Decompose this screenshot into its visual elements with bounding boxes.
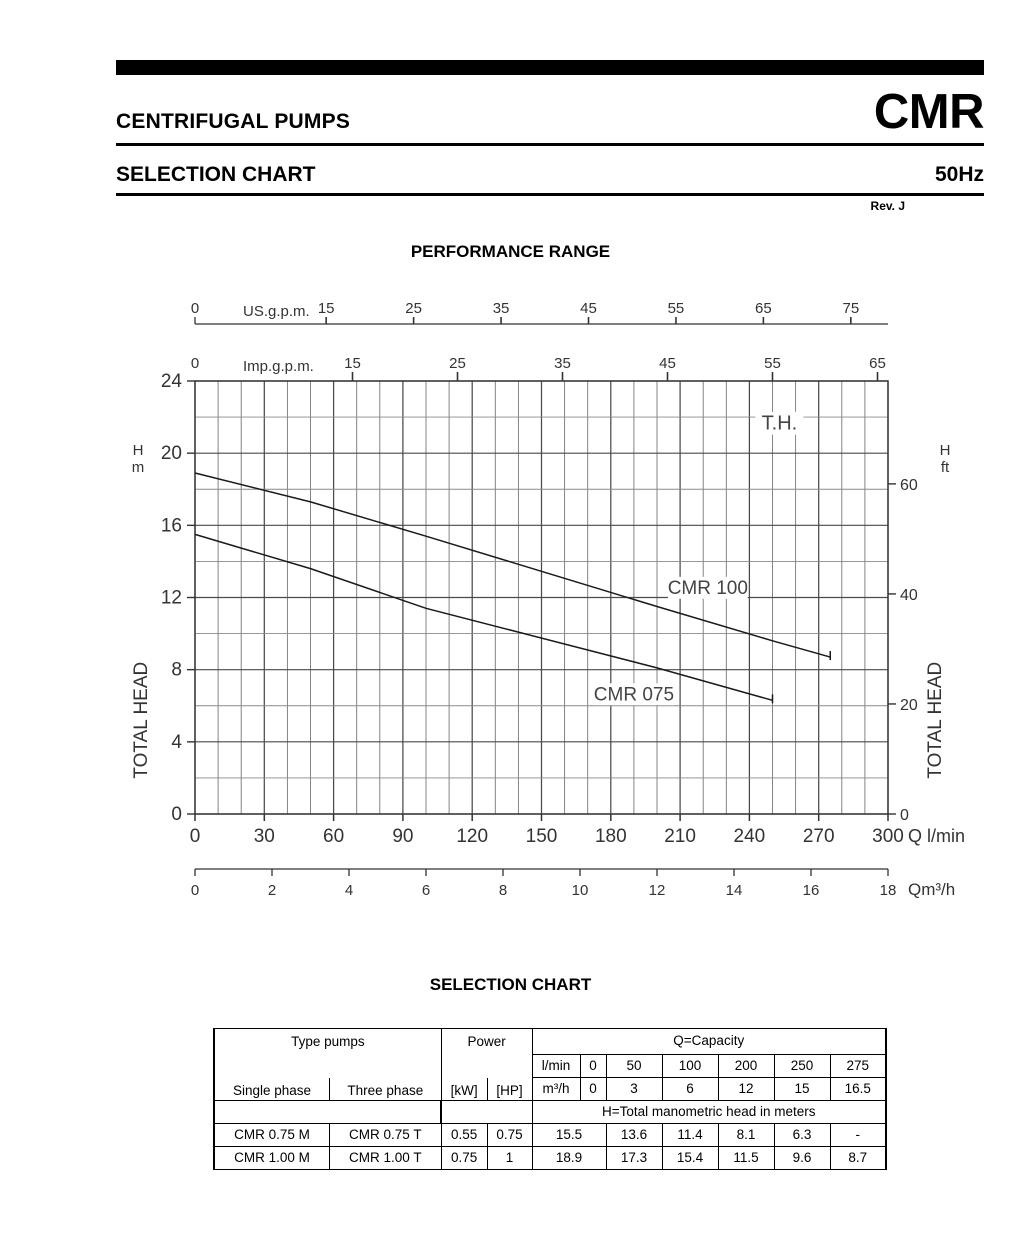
x-m3h-axis-label: Qm³/h — [908, 880, 956, 899]
y-left-symbol: H — [132, 442, 144, 460]
x-lmin-tick-90: 90 — [392, 826, 414, 847]
x-lmin-tick-30: 30 — [253, 826, 275, 847]
header-divider-top — [116, 143, 984, 146]
selection-table — [213, 1028, 887, 1170]
curve-cmr-100 — [195, 473, 830, 657]
header-title-row — [116, 85, 984, 139]
spacer-note-power — [441, 1101, 532, 1124]
th-annotation: T.H. — [761, 412, 798, 435]
row-1-three-phase: CMR 1.00 T — [329, 1147, 441, 1170]
y-right-tick-0: 0 — [900, 807, 909, 824]
table-head-note-row — [214, 1101, 886, 1124]
header-type-pumps: Type pumps — [214, 1029, 441, 1055]
chart-grid — [195, 381, 888, 814]
bottom-axes-group — [190, 814, 965, 899]
spacer-note-left — [214, 1101, 441, 1124]
y-right-vertical-label: TOTAL HEAD — [925, 661, 946, 779]
revision-label: Rev. J — [870, 199, 905, 213]
selection-table-wrapper — [213, 1028, 887, 1170]
y-left-tick-16: 16 — [160, 515, 182, 537]
header-divider-bottom — [116, 193, 984, 196]
imp-gpm-tick-55: 55 — [764, 355, 781, 372]
unit-m3h: m³/h — [532, 1078, 580, 1101]
imp-gpm-axis-label: Imp.g.p.m. — [243, 358, 314, 375]
x-m3h-tick-14: 14 — [725, 882, 743, 899]
x-lmin-tick-0: 0 — [189, 826, 201, 847]
row-1-head-1: 17.3 — [606, 1147, 662, 1170]
y-right-tick-40: 40 — [900, 586, 918, 604]
x-m3h-tick-10: 10 — [571, 882, 589, 899]
x-lmin-tick-270: 270 — [802, 826, 835, 847]
imp-gpm-tick-35: 35 — [554, 355, 571, 372]
capacity-lmin-2: 100 — [662, 1055, 718, 1078]
y-left-tick-24: 24 — [160, 371, 182, 392]
y-right-tick-60: 60 — [900, 476, 918, 494]
y-left-tick-12: 12 — [160, 587, 182, 609]
table-row — [214, 1147, 886, 1170]
header-hp: [HP] — [487, 1078, 532, 1101]
us-gpm-tick-25: 25 — [405, 300, 422, 317]
us-gpm-tick-45: 45 — [580, 300, 597, 317]
y-left-tick-4: 4 — [171, 731, 182, 753]
capacity-m3h-1: 3 — [606, 1078, 662, 1101]
row-0-head-2: 11.4 — [662, 1124, 718, 1147]
x-m3h-tick-6: 6 — [421, 882, 431, 899]
row-0-kw: 0.55 — [441, 1124, 487, 1147]
us-gpm-tick-35: 35 — [492, 300, 510, 317]
performance-chart-svg — [0, 280, 1021, 899]
performance-chart — [0, 280, 1021, 899]
row-0-head-1: 13.6 — [606, 1124, 662, 1147]
x-m3h-tick-12: 12 — [648, 882, 666, 899]
capacity-lmin-4: 250 — [774, 1055, 830, 1078]
header-capacity: Q=Capacity — [532, 1029, 886, 1055]
y-left-vertical-label: TOTAL HEAD — [131, 661, 152, 779]
header-subtitle-row — [116, 163, 984, 193]
x-lmin-tick-300: 300 — [872, 826, 904, 847]
performance-range-title: PERFORMANCE RANGE — [410, 242, 611, 261]
x-lmin-tick-180: 180 — [594, 826, 627, 847]
product-family-title: CMR — [873, 85, 984, 139]
frequency-label: 50Hz — [934, 163, 984, 186]
unit-lmin: l/min — [532, 1055, 580, 1078]
capacity-m3h-4: 15 — [774, 1078, 830, 1101]
us-gpm-tick-55: 55 — [667, 300, 685, 317]
imp-gpm-tick-15: 15 — [344, 355, 361, 372]
capacity-m3h-2: 6 — [662, 1078, 718, 1101]
capacity-lmin-1: 50 — [606, 1055, 662, 1078]
x-m3h-tick-8: 8 — [498, 882, 508, 899]
us-gpm-tick-75: 75 — [842, 300, 860, 317]
row-1-head-4: 9.6 — [774, 1147, 830, 1170]
capacity-m3h-3: 12 — [718, 1078, 774, 1101]
top-axes-group — [191, 300, 888, 381]
x-m3h-tick-18: 18 — [879, 882, 897, 899]
y-left-tick-20: 20 — [160, 443, 182, 465]
capacity-m3h-0: 0 — [580, 1078, 606, 1101]
x-m3h-tick-16: 16 — [802, 882, 820, 899]
us-gpm-tick-15: 15 — [317, 300, 335, 317]
us-gpm-tick-0: 0 — [190, 300, 200, 317]
page-title: CENTRIFUGAL PUMPS — [116, 110, 351, 133]
imp-gpm-tick-65: 65 — [869, 355, 886, 372]
header-kw: [kW] — [441, 1078, 487, 1101]
y-left-tick-0: 0 — [171, 804, 182, 825]
row-0-three-phase: CMR 0.75 T — [329, 1124, 441, 1147]
x-lmin-tick-60: 60 — [323, 826, 345, 847]
x-m3h-tick-4: 4 — [344, 882, 354, 899]
y-left-tick-8: 8 — [171, 659, 182, 681]
y-left-unit: m — [131, 459, 145, 477]
us-gpm-axis-label: US.g.p.m. — [243, 303, 310, 320]
spacer-type-pumps — [214, 1055, 441, 1078]
imp-gpm-tick-0: 0 — [190, 355, 200, 372]
capacity-lmin-5: 275 — [830, 1055, 886, 1078]
page-subtitle: SELECTION CHART — [116, 163, 316, 186]
y-right-unit: ft — [940, 459, 950, 477]
row-0-hp: 0.75 — [487, 1124, 532, 1147]
row-1-hp: 1 — [487, 1147, 532, 1170]
x-lmin-tick-210: 210 — [664, 826, 696, 847]
x-lmin-axis-label: Q l/min — [908, 826, 966, 846]
row-0-single-phase: CMR 0.75 M — [214, 1124, 329, 1147]
curve-cmr-075 — [195, 534, 773, 700]
head-note: H=Total manometric head in meters — [532, 1101, 886, 1124]
x-m3h-tick-0: 0 — [190, 882, 200, 899]
curve-label-cmr-075: CMR 075 — [593, 684, 675, 706]
row-1-head-5: 8.7 — [830, 1147, 886, 1170]
header-power: Power — [441, 1029, 532, 1055]
spacer-power — [441, 1055, 532, 1078]
table-header-row-1 — [214, 1029, 886, 1055]
header-single-phase: Single phase — [214, 1078, 329, 1101]
row-0-head-4: 6.3 — [774, 1124, 830, 1147]
capacity-lmin-0: 0 — [580, 1055, 606, 1078]
x-lmin-tick-150: 150 — [525, 826, 558, 847]
curve-label-cmr-100: CMR 100 — [667, 577, 748, 599]
imp-gpm-tick-25: 25 — [449, 355, 466, 372]
table-row — [214, 1124, 886, 1147]
row-0-head-0: 15.5 — [532, 1124, 606, 1147]
row-0-head-5: - — [830, 1124, 886, 1147]
table-header-row-lmin — [214, 1055, 886, 1078]
y-right-tick-20: 20 — [900, 696, 918, 714]
capacity-lmin-3: 200 — [718, 1055, 774, 1078]
row-1-kw: 0.75 — [441, 1147, 487, 1170]
x-lmin-tick-120: 120 — [456, 826, 489, 847]
capacity-m3h-5: 16.5 — [830, 1078, 886, 1101]
us-gpm-tick-65: 65 — [755, 300, 772, 317]
imp-gpm-tick-45: 45 — [659, 355, 676, 372]
row-1-head-0: 18.9 — [532, 1147, 606, 1170]
selection-chart-title: SELECTION CHART — [429, 975, 592, 994]
header-black-bar — [116, 60, 984, 75]
x-m3h-tick-2: 2 — [267, 882, 277, 899]
header-three-phase: Three phase — [329, 1078, 441, 1101]
x-lmin-tick-240: 240 — [733, 826, 766, 847]
table-header-row-m3h — [214, 1078, 886, 1101]
row-1-head-2: 15.4 — [662, 1147, 718, 1170]
row-1-single-phase: CMR 1.00 M — [214, 1147, 329, 1170]
chart-text-labels — [594, 412, 804, 706]
row-1-head-3: 11.5 — [718, 1147, 774, 1170]
y-right-symbol: H — [939, 442, 951, 460]
row-0-head-3: 8.1 — [718, 1124, 774, 1147]
